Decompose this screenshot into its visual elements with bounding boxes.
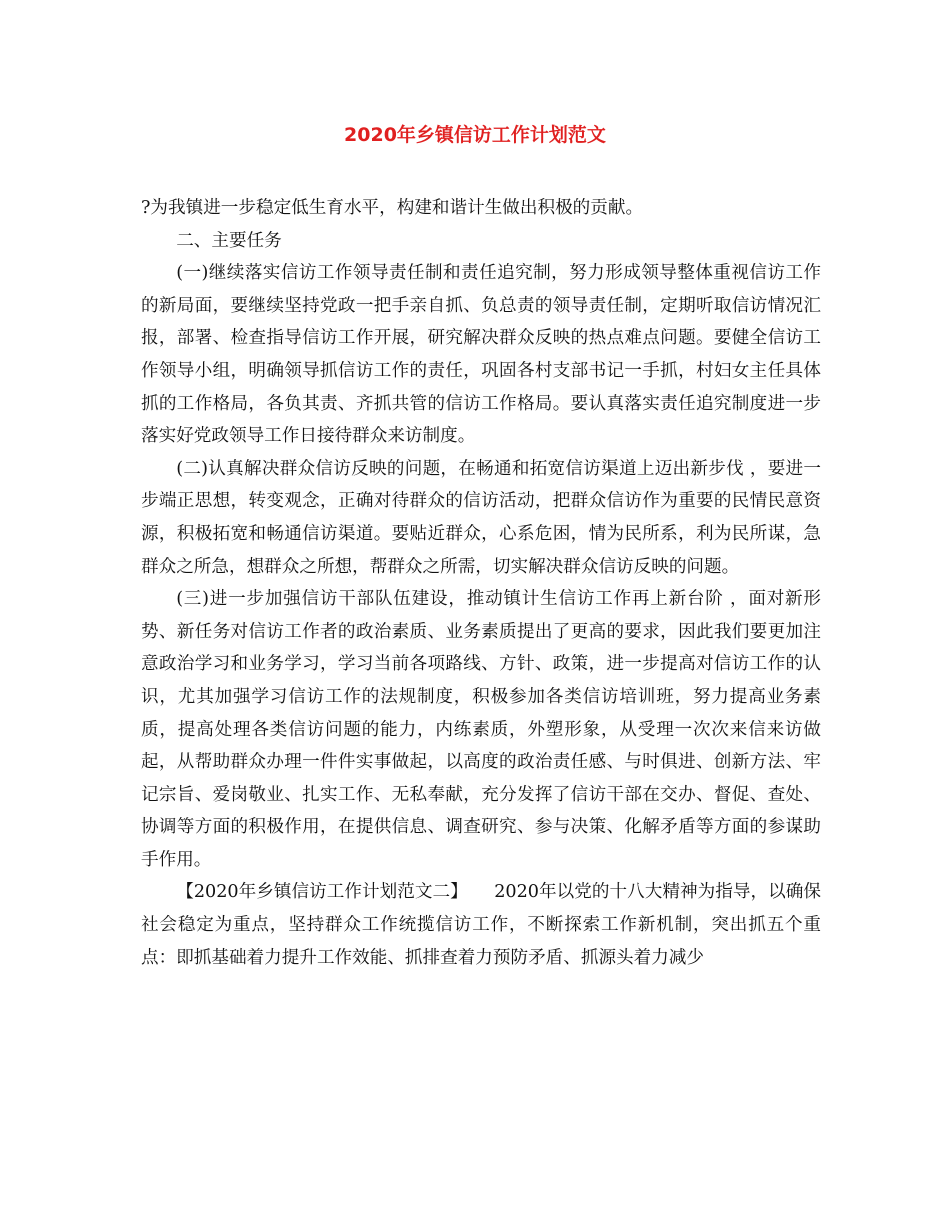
document-title: 2020年乡镇信访工作计划范文 <box>344 124 606 146</box>
section-heading-main-tasks: 二、主要任务 <box>176 230 282 251</box>
paragraph-intro: ?为我镇进一步稳定低生育水平，构建和谐计生做出积极的贡献。 <box>141 198 644 218</box>
paragraph-task-3: (三)进一步加强信访干部队伍建设，推动镇计生信访工作再上新台阶 ，面对新形势、新任务对信访工作者的政治素质、业务素质提出了更高的要求，因此我们要更加注意政治学习和业务学习，学习当前各项路线、方针、政策，进一步提高对信访工作的认识，尤其加强学习信访工作的法规制度，积极参加各类信访培训班，努力提高业务素质，提高处理各类信访问题的能力，内练素质，外塑形象，从受理一次次来信来访做起，从帮助群众办理一件件实事做起，以高度的政治责任感、与时俱进、创新方法、牢记宗旨、爱岗敬业、扎实工作、无私奉献，充分发挥了信访干部在交办、督促、查处、协调等方面的积极作用，在提供信息、调查研究、参与决策、化解矛盾等方面的参谋助手作用。 <box>141 589 821 870</box>
paragraph-task-1: (一)继续落实信访工作领导责任制和责任追究制，努力形成领导整体重视信访工作的新局面，要继续坚持党政一把手亲自抓、负总责的领导责任制，定期听取信访情况汇报，部署、检查指导信访工作开展，研究解决群众反映的热点难点问题。要健全信访工作领导小组，明确领导抓信访工作的责任，巩固各村支部书记一手抓，村妇女主任具体抓的工作格局，各负其责、齐抓共管的信访工作格局。要认真落实责任追究制度进一步落实好党政领导工作日接待群众来访制度。 <box>141 263 821 447</box>
paragraph-task-2: (二)认真解决群众信访反映的问题，在畅通和拓宽信访渠道上迈出新步伐 ，要进一步端正思想，转变观念，正确对待群众的信访活动，把群众信访作为重要的民情民意资源，积极拓宽和畅通信访渠道。要贴近群众，心系危困，情为民所系，利为民所谋，急群众之所急，想群众之所想，帮群众之所需，切实解决群众信访反映的问题。 <box>141 458 821 577</box>
paragraph-plan-two: 【2020年乡镇信访工作计划范文二】 2020年以党的十八大精神为指导，以确保社会稳定为重点，坚持群众工作统揽信访工作，不断探索工作新机制，突出抓五个重点：即抓基础着力提升工作效能、抓排查着力预防矛盾、抓源头着力减少 <box>141 882 821 968</box>
document-body <box>141 192 821 974</box>
